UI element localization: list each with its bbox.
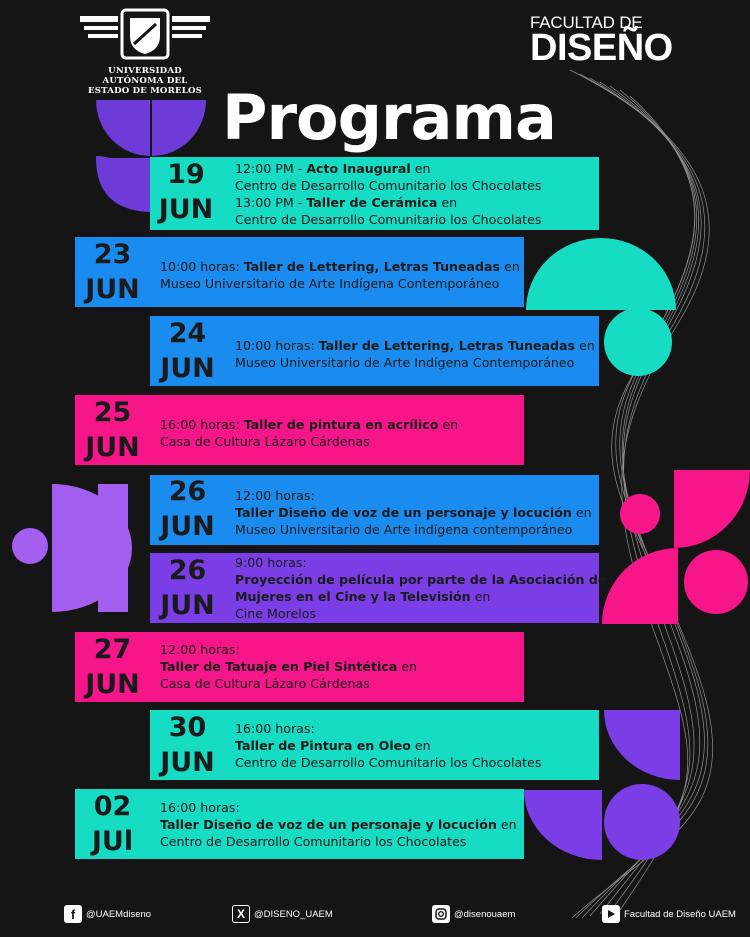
event-line: Proyección de película por parte de la Asociación de <box>235 572 607 587</box>
event-line: 10:00 horas: Taller de Lettering, Letras Tuneadas en <box>160 259 520 274</box>
event-line: 12:00 horas: <box>235 488 315 503</box>
event-month: JUN <box>158 194 214 225</box>
youtube-icon <box>602 905 620 923</box>
event-month: JUN <box>160 590 215 621</box>
event-day: 24 <box>168 318 207 349</box>
page-title: Programa <box>222 81 556 154</box>
event-date <box>150 712 225 782</box>
youtube-channel: Facultad de Diseño UAEM <box>624 908 736 920</box>
event-line: Museo Universitario de Arte Indígena Contemporáneo <box>235 355 575 370</box>
event-line: 12:00 horas: <box>160 642 240 657</box>
event-month: JUN <box>85 432 140 463</box>
event-line: Casa de Cultura Lázaro Cárdenas <box>160 676 370 691</box>
purple-d-shape <box>10 484 150 614</box>
event-month: JUN <box>160 353 215 384</box>
event-line: Casa de Cultura Lázaro Cárdenas <box>160 434 370 449</box>
facebook-handle: @UAEMdiseno <box>86 908 152 920</box>
event-line: Centro de Desarrollo Comunitario los Chocolates <box>235 755 542 770</box>
pink-shapes <box>602 470 750 626</box>
event-details <box>235 554 606 622</box>
event-day: 25 <box>93 397 132 428</box>
x-handle: @DISENO_UAEM <box>254 908 333 920</box>
university-logo <box>78 4 212 96</box>
faculty-logo-top: FACULTAD DE <box>530 13 643 32</box>
event-date <box>75 397 150 467</box>
event-month: JUN <box>160 747 215 778</box>
event-line: Mujeres en el Cine y la Televisión en <box>235 589 491 604</box>
x-icon: X <box>232 905 250 923</box>
event-date <box>150 555 225 625</box>
event-line: Cine Morelos <box>235 606 317 621</box>
event-date <box>75 634 150 704</box>
event-line: Taller de Tatuaje en Piel Sintética en <box>160 659 417 674</box>
event-date <box>150 159 222 229</box>
event-line: 12:00 PM - Acto Inaugural en <box>235 161 431 176</box>
footer-facebook[interactable] <box>64 903 151 925</box>
event-line: 16:00 horas: Taller de pintura en acrílico en <box>160 417 459 432</box>
event-month: JUN <box>85 669 140 700</box>
event-day: 19 <box>167 159 205 190</box>
event-day: 23 <box>93 239 132 270</box>
event-line: 10:00 horas: Taller de Lettering, Letras Tuneadas en <box>235 338 595 353</box>
event-line: Centro de Desarrollo Comunitario los Chocolates <box>160 834 467 849</box>
event-day: 26 <box>168 555 207 586</box>
event-details <box>160 641 417 692</box>
event-line: 16:00 horas: <box>235 721 315 736</box>
event-day: 27 <box>93 634 132 665</box>
university-name-line1: UNIVERSIDAD AUTÓNOMA DEL <box>102 66 188 86</box>
event-date <box>150 318 225 388</box>
faculty-logo <box>530 13 680 69</box>
event-details <box>235 337 595 371</box>
event-details <box>160 799 517 850</box>
event-line: Museo Universitario de Arte indígena contemporáneo <box>235 522 573 537</box>
footer-youtube[interactable] <box>602 903 736 925</box>
event-day: 26 <box>168 476 207 507</box>
event-line: 9:00 horas: <box>235 555 307 570</box>
event-line: 16:00 horas: <box>160 800 240 815</box>
event-details <box>235 487 592 538</box>
event-line: Taller de Pintura en Oleo en <box>235 738 431 753</box>
event-day: 30 <box>168 712 207 743</box>
footer-instagram[interactable] <box>432 903 515 925</box>
event-details <box>235 160 541 228</box>
university-crest-icon <box>78 4 212 64</box>
event-line: Centro de Desarrollo Comunitario los Chocolates <box>235 212 542 227</box>
event-date <box>75 239 150 309</box>
instagram-icon <box>432 905 450 923</box>
event-month: JUN <box>85 274 140 305</box>
university-name-line2: ESTADO DE MORELOS <box>87 86 203 96</box>
event-line: Taller Diseño de voz de un personaje y locución en <box>235 505 592 520</box>
instagram-handle: @disenouaem <box>454 908 516 920</box>
event-line: Museo Universitario de Arte Indígena Contemporáneo <box>160 276 500 291</box>
footer-x[interactable] <box>232 903 333 925</box>
facebook-icon: f <box>64 905 82 923</box>
event-details <box>160 416 458 450</box>
event-line: Centro de Desarrollo Comunitario los Chocolates <box>235 178 542 193</box>
event-details <box>235 720 541 771</box>
event-month: JUN <box>160 511 215 542</box>
event-details <box>160 258 520 292</box>
event-day: 02 <box>93 791 132 822</box>
event-line: 13:00 PM - Taller de Cerámica en <box>235 195 458 210</box>
faculty-logo-name: DISEÑO <box>530 27 673 69</box>
event-date <box>150 476 225 546</box>
event-month: JUl <box>91 826 134 857</box>
event-date <box>75 791 150 861</box>
event-line: Taller Diseño de voz de un personaje y locución en <box>160 817 517 832</box>
